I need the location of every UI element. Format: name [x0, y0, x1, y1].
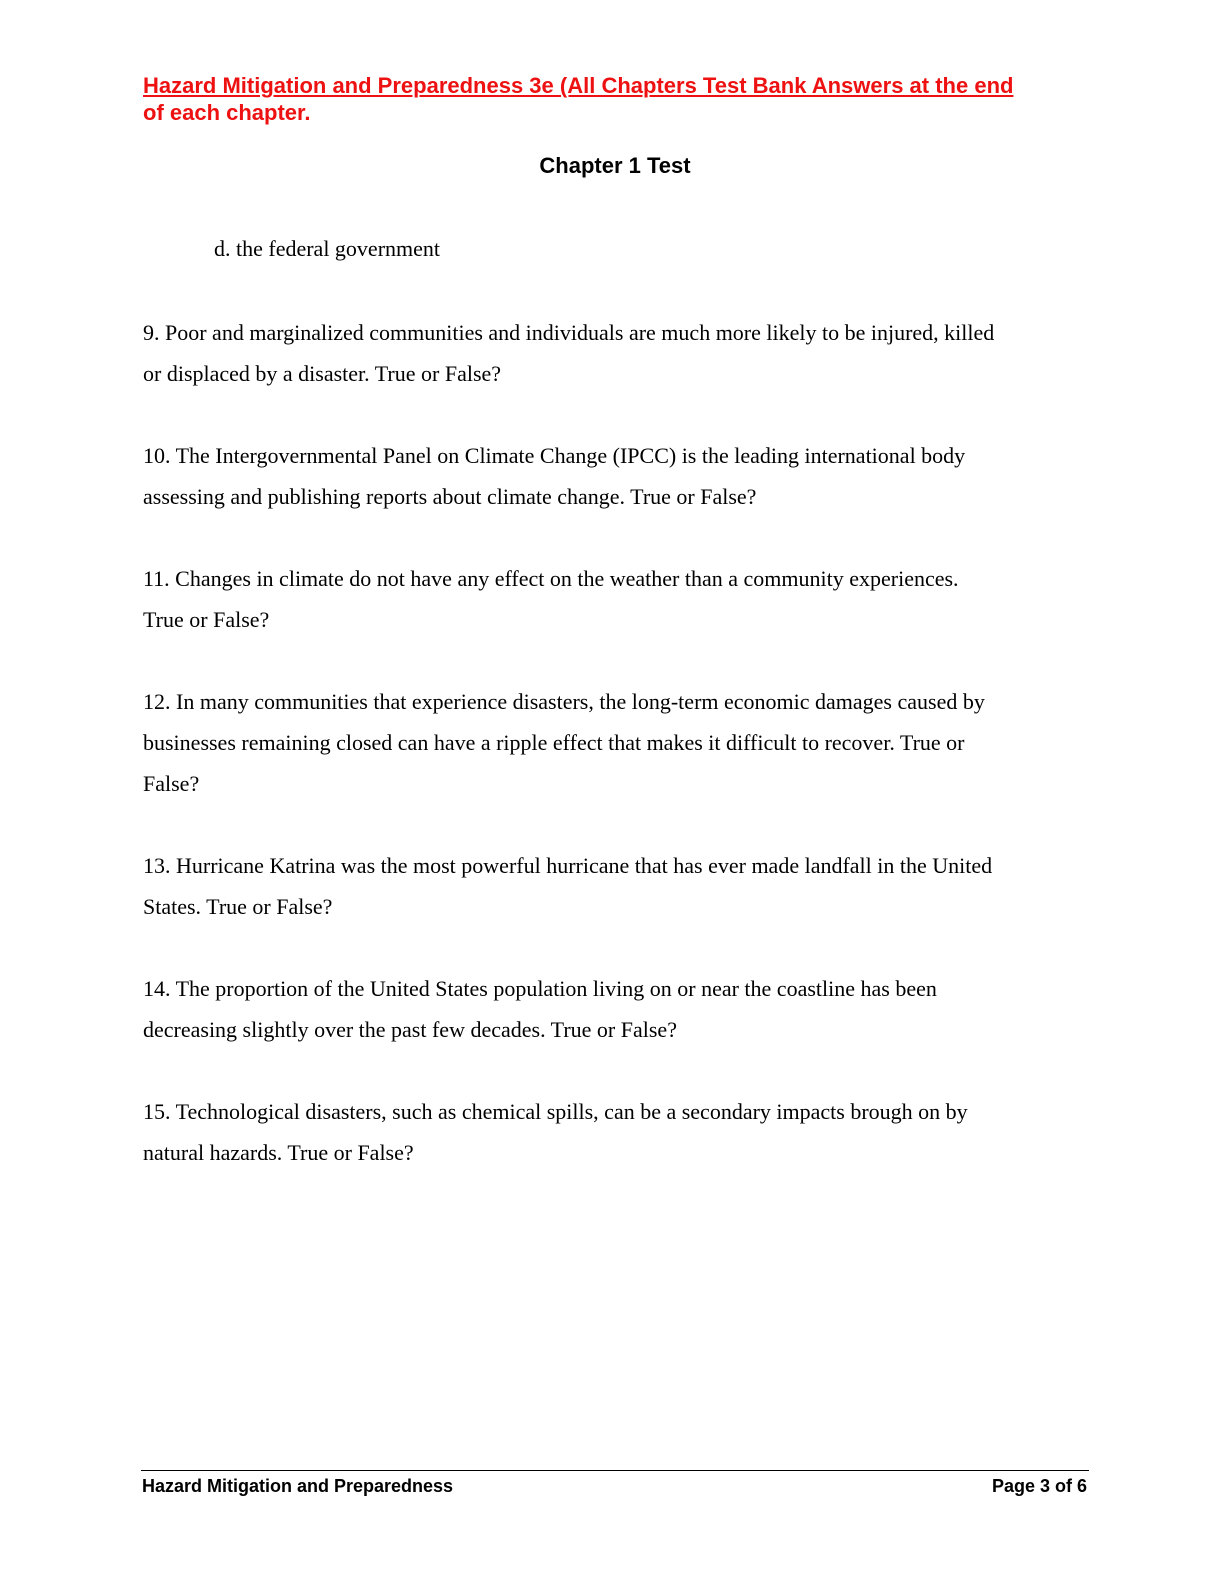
question-line: decreasing slightly over the past few decades. True or False? [143, 1017, 677, 1042]
banner-title-line-1: Hazard Mitigation and Preparedness 3e (All Chapters Test Bank Answers at the end [143, 73, 1014, 98]
question-line: businesses remaining closed can have a ripple effect that makes it difficult to recover. True or [143, 730, 965, 755]
footer-document-title: Hazard Mitigation and Preparedness [142, 1476, 454, 1496]
footer-page-number: Page 3 of 6 [991, 1476, 1087, 1496]
question-15 [143, 1091, 1088, 1173]
question-line: 13. Hurricane Katrina was the most powerful hurricane that has ever made landfall in the United [143, 853, 993, 878]
question-line: 9. Poor and marginalized communities and individuals are much more likely to be injured, killed [143, 320, 995, 345]
question-14 [143, 968, 1088, 1050]
question-line: 11. Changes in climate do not have any effect on the weather than a community experiences. [143, 566, 959, 591]
question-line: True or False? [143, 607, 270, 632]
question-line: 14. The proportion of the United States population living on or near the coastline has been [143, 976, 937, 1001]
banner-title-line-2: of each chapter. [143, 100, 311, 125]
question-line: natural hazards. True or False? [143, 1140, 414, 1165]
answer-option-d: d. the federal government [214, 236, 441, 261]
question-13 [143, 845, 1088, 927]
chapter-title: Chapter 1 Test [539, 153, 691, 178]
question-11 [143, 558, 1088, 640]
question-10 [143, 435, 1088, 517]
question-line: 12. In many communities that experience disasters, the long-term economic damages caused by [143, 689, 985, 714]
question-line: assessing and publishing reports about climate change. True or False? [143, 484, 757, 509]
question-9 [143, 312, 1088, 394]
footer-divider [141, 1470, 1089, 1471]
document-banner [143, 72, 1089, 126]
question-line: or displaced by a disaster. True or False? [143, 361, 502, 386]
question-line: False? [143, 771, 200, 796]
question-line: 10. The Intergovernmental Panel on Climate Change (IPCC) is the leading international body [143, 443, 966, 468]
question-line: 15. Technological disasters, such as chemical spills, can be a secondary impacts brough on by [143, 1099, 968, 1124]
question-line: States. True or False? [143, 894, 333, 919]
question-12 [143, 681, 1088, 804]
